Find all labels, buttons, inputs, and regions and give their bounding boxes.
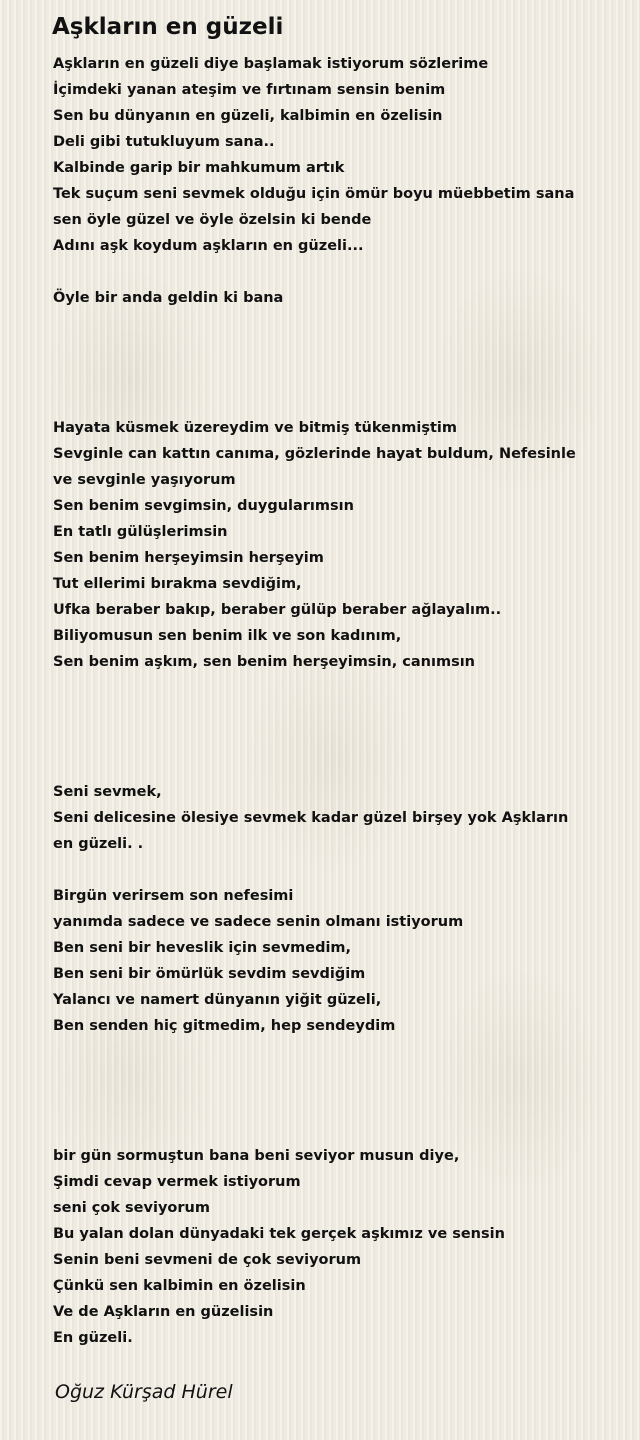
poem-line: Ben senden hiç gitmedim, hep sendeydim <box>53 1018 396 1034</box>
poem-blank-line <box>53 337 613 363</box>
poem-blank-line <box>53 857 613 883</box>
poem-line: Tek suçum seni sevmek olduğu için ömür boyu müebbetim sana <box>53 186 575 202</box>
poem-line: en güzeli. . <box>53 836 144 852</box>
poem-line: bir gün sormuştun bana beni seviyor musun diye, <box>53 1148 460 1164</box>
poem-line: Öyle bir anda geldin ki bana <box>53 290 284 306</box>
poem-line: İçimdeki yanan ateşim ve fırtınam sensin benim <box>53 82 446 98</box>
poem-line: Senin beni sevmeni de çok seviyorum <box>53 1252 362 1268</box>
poem-line: En güzeli. <box>53 1330 133 1346</box>
poem-line: Tut ellerimi bırakma sevdiğim, <box>53 576 302 592</box>
poem-line: Sen benim aşkım, sen benim herşeyimsin, canımsın <box>53 654 475 670</box>
poem-line: Aşkların en güzeli diye başlamak istiyorum sözlerime <box>53 56 489 72</box>
poem-blank-line <box>53 389 613 415</box>
poem-line: Hayata küsmek üzereydim ve bitmiş tükenmiştim <box>53 420 458 436</box>
poem-blank-line <box>53 1117 613 1143</box>
poem-blank-line <box>53 259 613 285</box>
poem-line: Biliyomusun sen benim ilk ve son kadınım, <box>53 628 402 644</box>
poem-author: Oğuz Kürşad Hürel <box>55 1381 233 1403</box>
poem-line: seni çok seviyorum <box>53 1200 210 1216</box>
poem-line: Sen bu dünyanın en güzeli, kalbimin en özelisin <box>53 108 443 124</box>
poem-blank-line <box>53 363 613 389</box>
poem-line: Seni delicesine ölesiye sevmek kadar güzel birşey yok Aşkların <box>53 810 569 826</box>
poem-line: Bu yalan dolan dünyadaki tek gerçek aşkımız ve sensin <box>53 1226 505 1242</box>
poem-blank-line <box>53 675 613 701</box>
poem-blank-line <box>53 311 613 337</box>
poem-line: Seni sevmek, <box>53 784 162 800</box>
poem-blank-line <box>53 1091 613 1117</box>
poem-line: Çünkü sen kalbimin en özelisin <box>53 1278 306 1294</box>
poem-line: yanımda sadece ve sadece senin olmanı istiyorum <box>53 914 464 930</box>
poem-line: Şimdi cevap vermek istiyorum <box>53 1174 301 1190</box>
poem-line: Ve de Aşkların en güzelisin <box>53 1304 274 1320</box>
poem-line: Deli gibi tutukluyum sana.. <box>53 134 275 150</box>
poem-title: Aşkların en güzeli <box>52 14 284 40</box>
poem-line: Birgün verirsem son nefesimi <box>53 888 294 904</box>
poem-blank-line <box>53 701 613 727</box>
poem-line: sen öyle güzel ve öyle özelsin ki bende <box>53 212 372 228</box>
poem-blank-line <box>53 1065 613 1091</box>
poem-line: Ben seni bir heveslik için sevmedim, <box>53 940 352 956</box>
poem-body <box>53 51 613 1351</box>
poem-line: Ben seni bir ömürlük sevdim sevdiğim <box>53 966 366 982</box>
poem-line: Sevginle can kattın canıma, gözlerinde hayat buldum, Nefesinle <box>53 446 576 462</box>
poem-line: Yalancı ve namert dünyanın yiğit güzeli, <box>53 992 382 1008</box>
poem-line: Adını aşk koydum aşkların en güzeli... <box>53 238 364 254</box>
poem-blank-line <box>53 753 613 779</box>
poem-line: Sen benim herşeyimsin herşeyim <box>53 550 324 566</box>
poem-line: Ufka beraber bakıp, beraber gülüp beraber ağlayalım.. <box>53 602 502 618</box>
poem-blank-line <box>53 727 613 753</box>
poem-line: Kalbinde garip bir mahkumum artık <box>53 160 345 176</box>
poem-blank-line <box>53 1039 613 1065</box>
poem-line: En tatlı gülüşlerimsin <box>53 524 228 540</box>
poem-line: Sen benim sevgimsin, duygularımsın <box>53 498 354 514</box>
poem-line: ve sevginle yaşıyorum <box>53 472 236 488</box>
